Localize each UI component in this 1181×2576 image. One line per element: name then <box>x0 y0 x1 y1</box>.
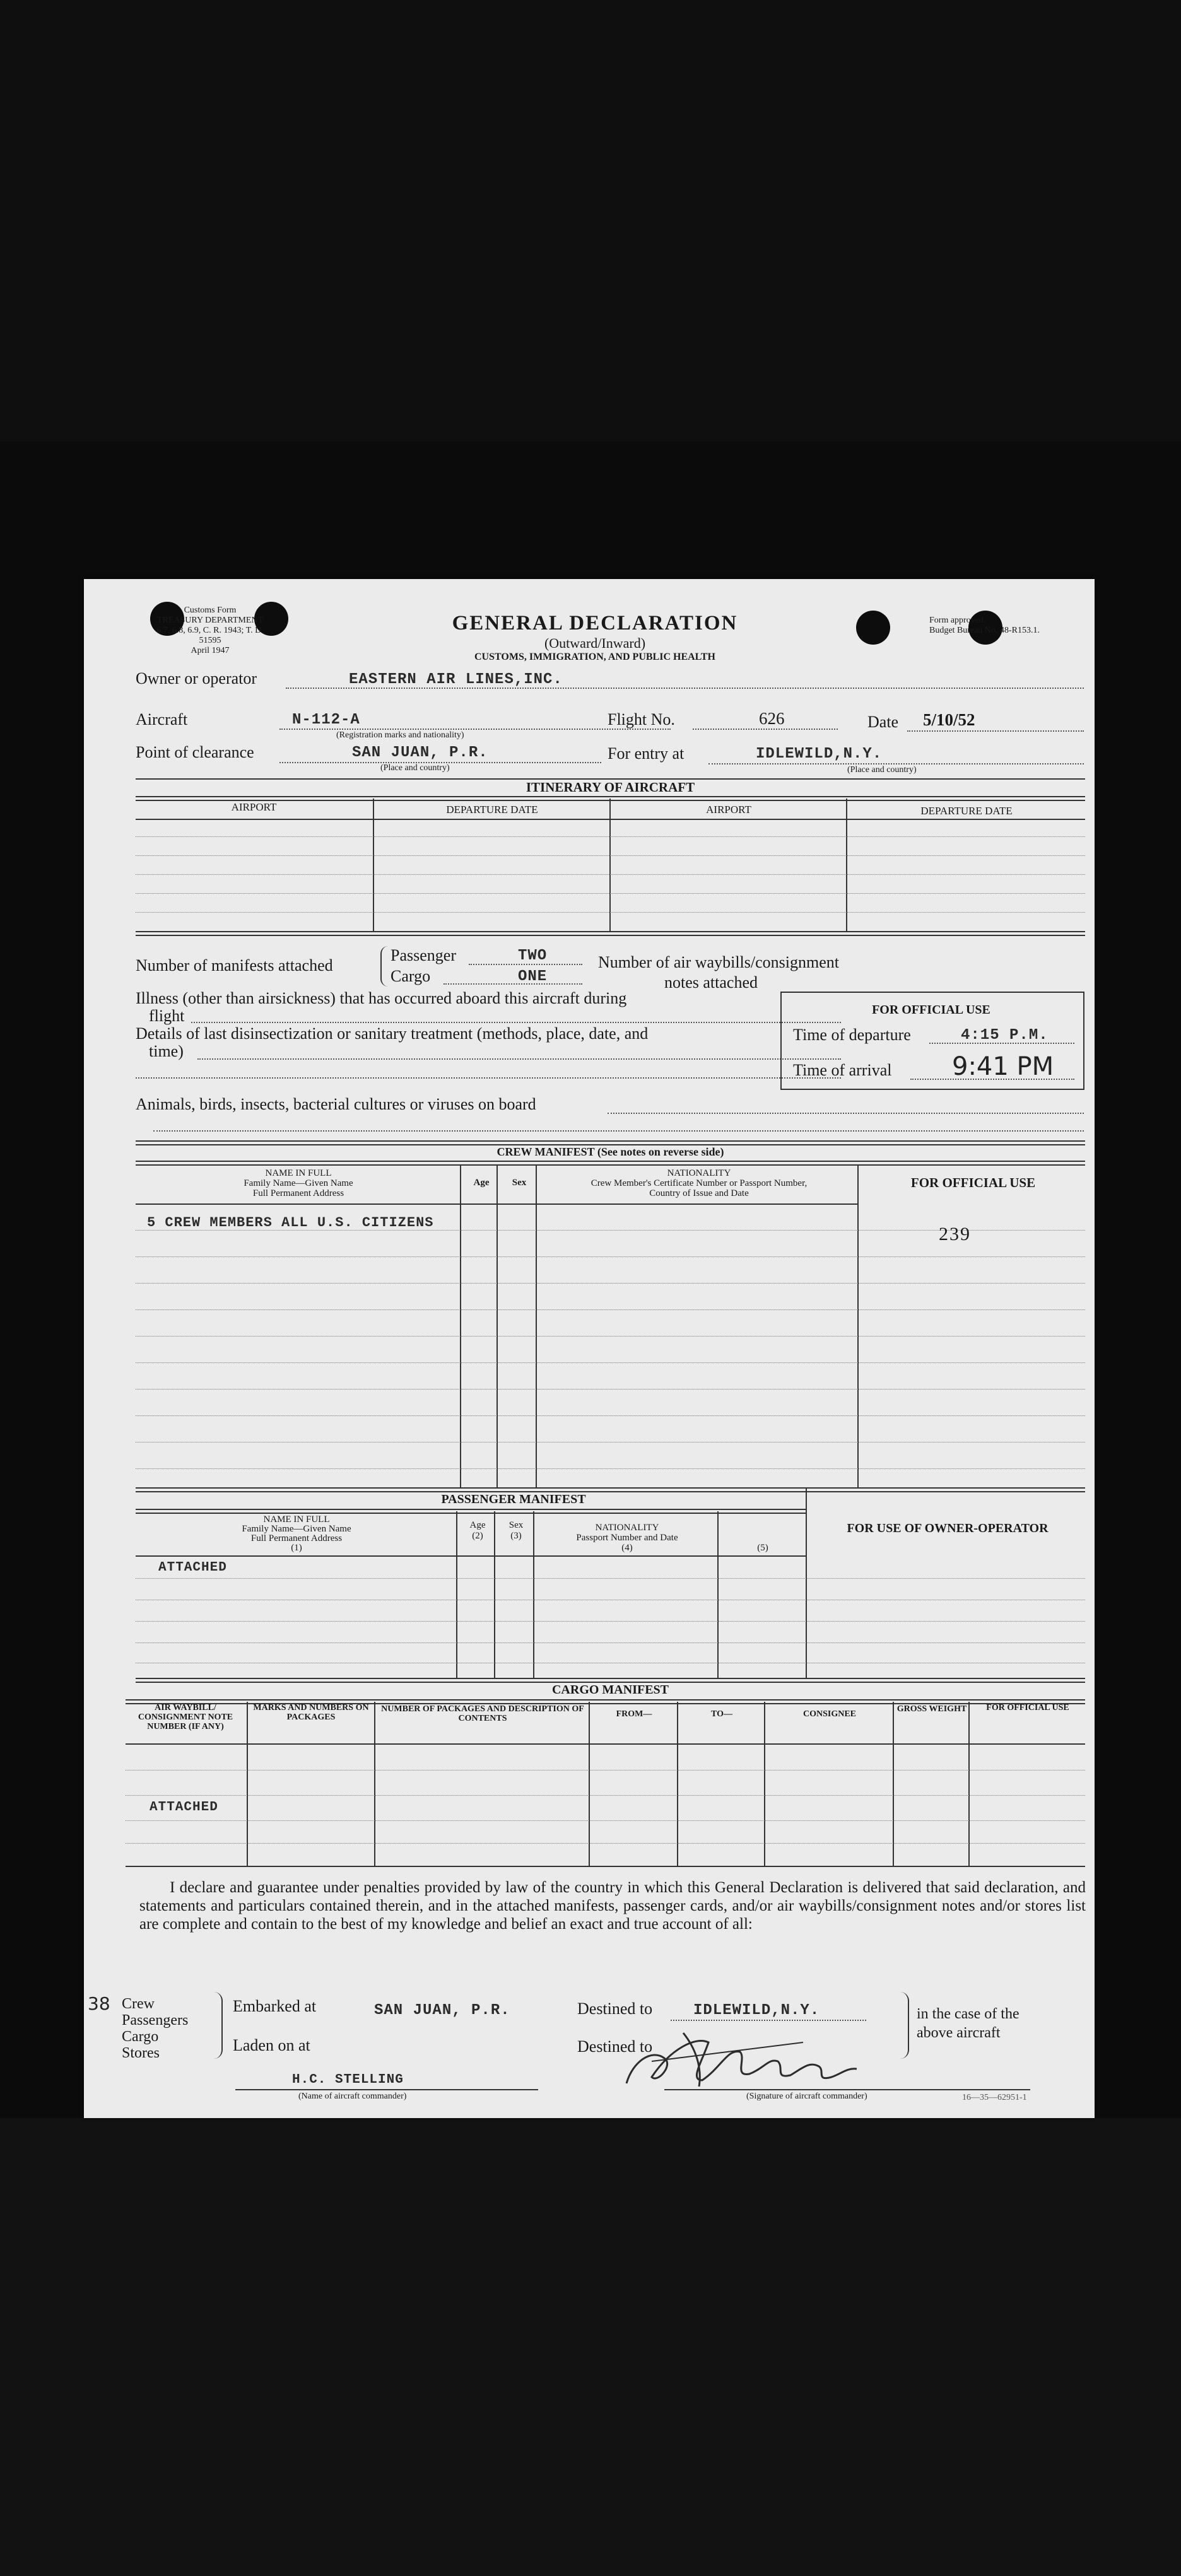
cargo-col-waybill: AIR WAYBILL/ CONSIGNMENT NOTE NUMBER (IF ANY) <box>138 1703 233 1731</box>
passenger-entry: ATTACHED <box>158 1560 227 1575</box>
crew-entry: 5 CREW MEMBERS ALL U.S. CITIZENS <box>147 1215 434 1231</box>
passenger-col-num: (4) <box>621 1543 633 1553</box>
passenger-manifest-title: PASSENGER MANIFEST <box>441 1492 586 1506</box>
destined-value: IDLEWILD,N.Y. <box>693 2002 820 2019</box>
crew-col-nationality-sub: Crew Member's Certificate Number or Passport Number, <box>590 1178 808 1188</box>
declaration-item: Cargo <box>122 2029 159 2045</box>
crew-col-age: Age <box>473 1178 490 1188</box>
passenger-col-age-header <box>459 1520 496 1542</box>
itinerary-col-departure: DEPARTURE DATE <box>920 805 1013 817</box>
passenger-col-nationality-sub: Passport Number and Date <box>576 1533 678 1543</box>
crew-col-nationality: NATIONALITY <box>667 1168 731 1178</box>
form-identification <box>147 606 273 656</box>
passenger-col-num: (2) <box>472 1531 483 1541</box>
embarked-value: SAN JUAN, P.R. <box>374 2002 510 2019</box>
in-case-text: above aircraft <box>917 2025 1001 2041</box>
passenger-col-5: (5) <box>757 1543 768 1553</box>
passenger-col-age: Age <box>469 1520 486 1530</box>
in-case-text: in the case of the <box>917 2006 1019 2022</box>
passenger-col-sex: Sex <box>508 1520 524 1530</box>
itinerary-col-airport: AIRPORT <box>231 801 277 813</box>
clearance-note: (Place and country) <box>380 763 450 773</box>
waybills-label: notes attached <box>664 973 758 992</box>
form-subtitle: (Outward/Inward) <box>544 635 646 651</box>
declaration-text: I declare and guarantee under penalties provided by law of the country in which this General Declaration is delivered that said declaration, and statements and particulars contained therein, and in the attached manifests, passenger cards, and/or air waybills/consignment notes and/or stores list are complete and contain to the best of my knowledge and belief an exact and true account of all: <box>139 1879 1086 1933</box>
handwritten-number: 38 <box>88 1993 110 2014</box>
illness-label: Illness (other than airsickness) that has occurred aboard this aircraft during <box>136 989 627 1007</box>
form-title-block <box>399 612 790 663</box>
destined-label: Destined to <box>577 2037 653 2056</box>
disinsectization-label: Details of last disinsectization or sanitary treatment (methods, place, date, and <box>136 1024 649 1043</box>
declaration-item: Passengers <box>122 2012 189 2029</box>
form-id-line: April 1947 <box>191 646 230 655</box>
passenger-col-nationality: NATIONALITY <box>595 1523 659 1533</box>
destined-label: Destined to <box>577 1999 653 2018</box>
form-id-line: Customs Form <box>184 606 237 615</box>
commander-note: (Name of aircraft commander) <box>298 2092 407 2101</box>
embarked-label: Embarked at <box>233 1997 317 2015</box>
departure-time-value: 4:15 P.M. <box>961 1027 1049 1044</box>
owner-label: Owner or operator <box>136 669 257 688</box>
owner-value: EASTERN AIR LINES,INC. <box>349 671 563 688</box>
crew-col-official: FOR OFFICIAL USE <box>910 1175 1036 1190</box>
passenger-manifest-count: TWO <box>518 947 548 964</box>
passenger-col-num: (3) <box>510 1531 522 1541</box>
clearance-label: Point of clearance <box>136 743 254 761</box>
manifests-attached-label: Number of manifests attached <box>136 956 333 975</box>
crew-col-name-header <box>136 1168 461 1198</box>
budget-line: Budget Bureau No. 48-R153.1. <box>929 626 1040 635</box>
cargo-col-from: FROM— <box>616 1709 652 1719</box>
entry-value: IDLEWILD,N.Y. <box>756 746 883 763</box>
print-code: 16—35—62951-1 <box>962 2093 1027 2102</box>
cargo-entry: ATTACHED <box>150 1800 218 1815</box>
budget-bureau-note <box>929 616 1081 636</box>
crew-col-name-sub: Full Permanent Address <box>252 1188 344 1198</box>
animals-label: Animals, birds, insects, bacterial cultures or viruses on board <box>136 1095 536 1113</box>
signature-note: (Signature of aircraft commander) <box>746 2092 867 2101</box>
passenger-col-name-sub: Family Name—Given Name <box>242 1524 351 1534</box>
laden-label: Laden on at <box>233 2036 310 2054</box>
declaration-item: Stores <box>122 2045 160 2061</box>
cargo-col-weight: GROSS WEIGHT <box>896 1704 967 1714</box>
crew-col-name-sub: Family Name—Given Name <box>244 1178 353 1188</box>
cargo-col-to: TO— <box>711 1709 732 1719</box>
flight-label: Flight No. <box>608 710 675 729</box>
cargo-manifest-count: ONE <box>518 968 548 985</box>
itinerary-col-airport: AIRPORT <box>706 804 751 816</box>
arrival-time-label: Time of arrival <box>793 1061 892 1079</box>
departure-time-label: Time of departure <box>793 1026 911 1044</box>
cargo-col-packages: NUMBER OF PACKAGES AND DESCRIPTION OF CONTENTS <box>381 1704 584 1723</box>
form-subtitle-agencies: CUSTOMS, IMMIGRATION, AND PUBLIC HEALTH <box>474 652 715 662</box>
aircraft-label: Aircraft <box>136 710 188 729</box>
illness-label: flight <box>149 1007 185 1025</box>
crew-col-nationality-sub: Country of Issue and Date <box>649 1188 749 1198</box>
passenger-col-num: (1) <box>291 1543 302 1553</box>
entry-note: (Place and country) <box>847 765 917 775</box>
passenger-col-nationality-header <box>536 1523 719 1553</box>
date-value: 5/10/52 <box>923 710 975 729</box>
aircraft-note: (Registration marks and nationality) <box>336 730 464 740</box>
crew-official-number: 239 <box>939 1224 971 1244</box>
budget-line: Form approved. <box>929 616 986 625</box>
form-id-line: 6.7, 6.8, 6.9, C. R. 1943; T. D. 51595 <box>156 626 264 645</box>
passenger-manifest-label: Passenger <box>391 946 456 964</box>
commander-name: H.C. STELLING <box>292 2073 404 2087</box>
cargo-col-consignee: CONSIGNEE <box>802 1709 857 1719</box>
punch-hole <box>856 611 890 645</box>
cargo-manifest-title: CARGO MANIFEST <box>551 1683 669 1697</box>
waybills-label: Number of air waybills/consignment <box>598 953 839 971</box>
disinsectization-label: time) <box>149 1042 184 1060</box>
date-label: Date <box>867 713 899 731</box>
form-id-line: TREASURY DEPARTMENT <box>156 616 264 625</box>
general-declaration-form <box>84 579 1095 2118</box>
declaration-item: Crew <box>122 1996 155 2012</box>
flight-value: 626 <box>759 709 785 728</box>
clearance-value: SAN JUAN, P.R. <box>352 744 488 761</box>
entry-label: For entry at <box>608 744 685 763</box>
itinerary-col-departure: DEPARTURE DATE <box>446 804 538 816</box>
crew-col-nationality-header <box>538 1168 860 1198</box>
official-use-title: FOR OFFICIAL USE <box>872 1003 990 1017</box>
cargo-col-official: FOR OFFICIAL USE <box>986 1703 1069 1712</box>
passenger-col-name: NAME IN FULL <box>263 1514 330 1525</box>
arrival-time-value: 9:41 PM <box>952 1052 1054 1081</box>
passenger-col-name-sub: Full Permanent Address <box>250 1533 343 1543</box>
crew-col-sex: Sex <box>512 1178 527 1188</box>
crew-col-name: NAME IN FULL <box>265 1168 332 1178</box>
owner-operator-use: FOR USE OF OWNER-OPERATOR <box>847 1521 1049 1535</box>
passenger-col-sex-header <box>496 1520 536 1542</box>
commander-signature <box>614 2023 866 2093</box>
passenger-col-name-header <box>136 1515 457 1553</box>
cargo-manifest-label: Cargo <box>391 967 431 985</box>
cargo-col-marks: MARKS AND NUMBERS ON PACKAGES <box>253 1703 369 1722</box>
declaration-item-list <box>122 1996 188 2061</box>
aircraft-value: N-112-A <box>292 711 360 729</box>
crew-manifest-title: CREW MANIFEST (See notes on reverse side) <box>496 1145 724 1158</box>
form-title: GENERAL DECLARATION <box>452 612 738 635</box>
itinerary-title: ITINERARY OF AIRCRAFT <box>526 780 695 795</box>
